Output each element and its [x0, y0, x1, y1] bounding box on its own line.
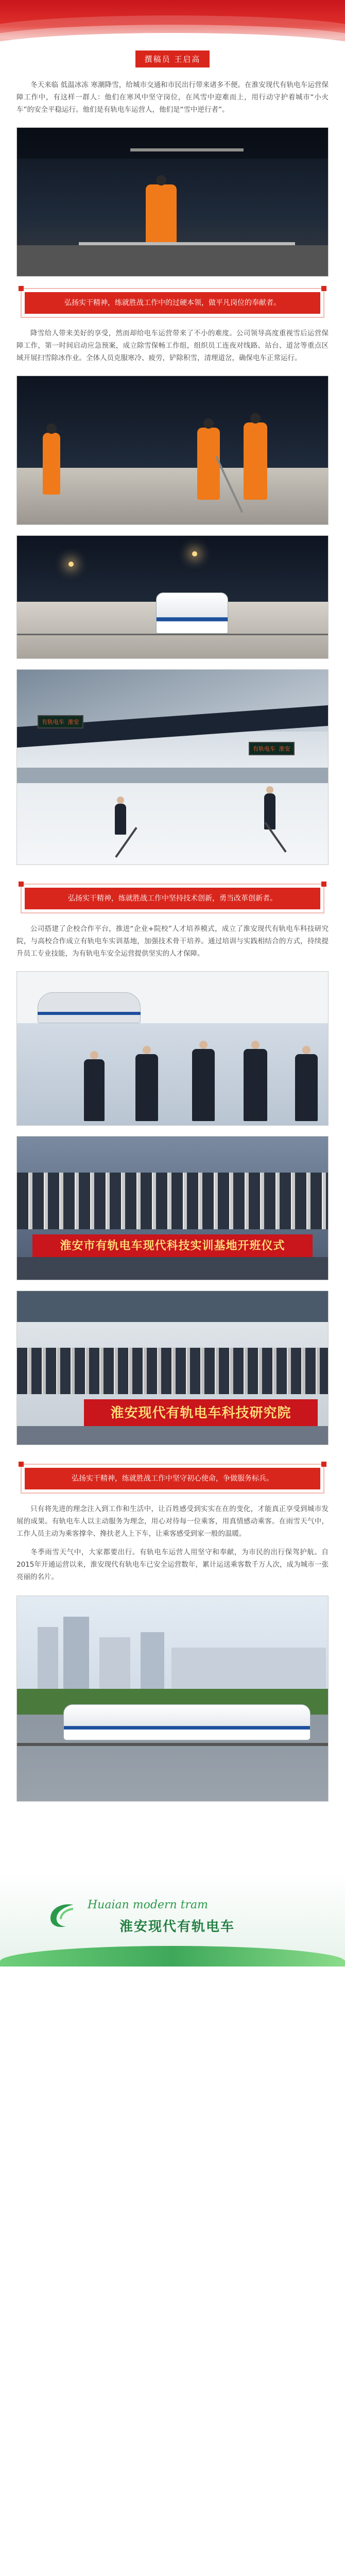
section1-paragraph: 降雪给人带来美好的享受，然而却给电车运营带来了不小的难度。公司领导高度重视雪后运营保障工作，第一时间启动应急预案，成立除雪保畅工作组，组织员工连夜对线路、站台、道岔等重点区域开展扫雪除冰作业。全体人员克服寒冷、疲劳，铲除积雪，清理道岔，确保电车正常运行。 [16, 329, 329, 362]
section2-title-box [21, 884, 324, 913]
section1-title: 弘扬实干精神，练就胜战工作中的过硬本领，做平凡岗位的奉献者。 [25, 292, 320, 314]
intro-paragraph: 冬天来临 低温冰冻 寒潮降雪，给城市交通和市民出行带来诸多不便。在淮安现代有轨电车运营保障工作中，有这样一群人：他们在寒风中坚守岗位，在风雪中迎难而上，用行动守护着城市“小火车”的安全平稳运行。他们是有轨电车运营人，他们是“雪中逆行者”。 [16, 81, 329, 114]
logo-english: Huaian modern tram [88, 1899, 209, 1911]
photo-platform-shoveling [16, 669, 329, 865]
header-banner [0, 0, 345, 47]
footer [0, 1812, 345, 1967]
section2-paragraph: 公司搭建了企校合作平台，推进“企业+院校”人才培养模式，成立了淮安现代有轨电车科技研究院，与高校合作成立有轨电车实训基地，加强技术骨干培养。通过培训与实践相结合的方式，持续提升员工专业技能，为有轨电车安全运营提供坚实的人才保障。 [16, 925, 329, 958]
tram-logo-icon [45, 1899, 78, 1931]
photo-city-tram [16, 1596, 329, 1802]
section3-title-box [21, 1464, 324, 1494]
author-tag: 撰稿员 王启高 [135, 50, 210, 67]
banner-research-institute: 淮安现代有轨电车科技研究院 [84, 1399, 318, 1427]
photo-night-worker [16, 127, 329, 277]
platform-sign-left: 有轨电车 淮安 [38, 715, 83, 728]
banner-training-base: 淮安市有轨电车现代科技实训基地开班仪式 [32, 1234, 313, 1258]
photo-training-room [16, 971, 329, 1126]
photo-tram-night [16, 535, 329, 659]
footer-green-wave [0, 1946, 345, 1967]
section3-title: 弘扬实干精神，练就胜战工作中坚守初心使命，争做服务标兵。 [25, 1468, 320, 1489]
section2-title: 弘扬实干精神，练就胜战工作中坚持技术创新，勇当改革创新者。 [25, 888, 320, 909]
section3-paragraph-1: 只有将先进的理念注入到工作和生活中，让百姓感受到实实在在的变化，才能真正享受到城市发展的成果。有轨电车人以主动服务为理念，用心对待每一位乘客，用真情感动乘客。在雨雪天气中，工作人员主动为乘客撑伞、搀扶老人上下车，让乘客感受到家一般的温暖。 [16, 1505, 329, 1538]
photo-group-banner-2 [16, 1291, 329, 1445]
logo-chinese: 淮安现代有轨电车 [119, 1919, 235, 1935]
platform-sign-right: 有轨电车 淮安 [249, 742, 295, 755]
author-section [0, 50, 345, 67]
photo-group-banner-1 [16, 1136, 329, 1280]
photo-snow-clearing-night [16, 376, 329, 525]
section1-title-box [21, 288, 324, 318]
section3-paragraph-2: 冬季雨雪天气中，大家都要出行。有轨电车运营人用坚守和奉献，为市民的出行保驾护航。自2015年开通运营以来，淮安现代有轨电车已安全运营数年，累计运送乘客数千万人次，成为城市一张亮丽的名片。 [16, 1548, 329, 1581]
